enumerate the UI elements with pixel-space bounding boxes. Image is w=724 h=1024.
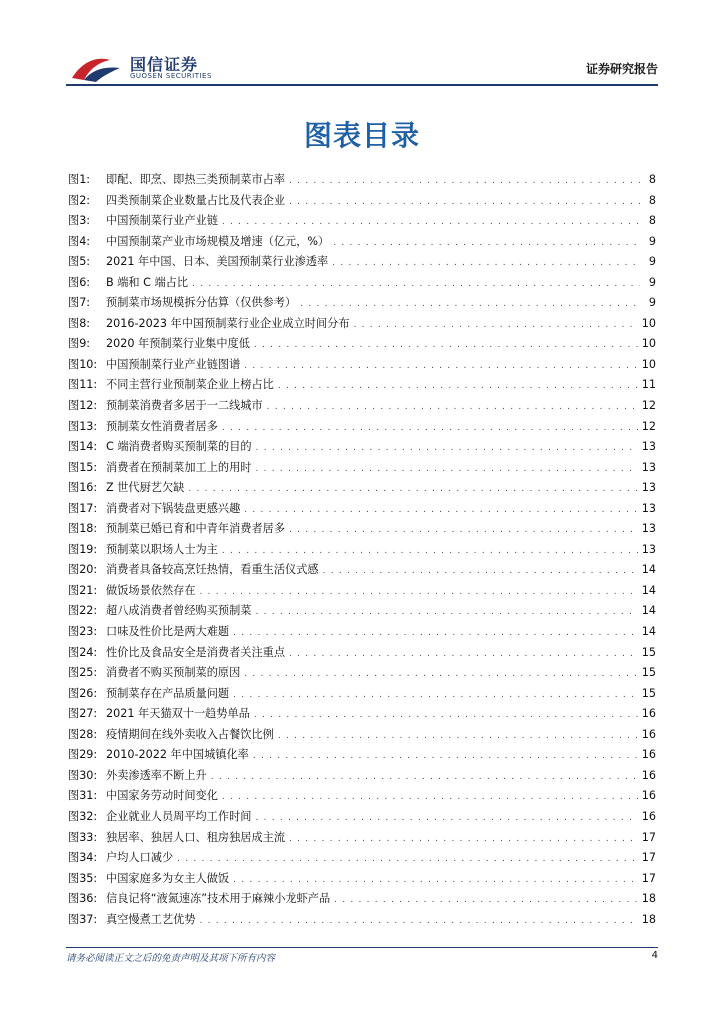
toc-entry-title: 2010-2022 年中国城镇化率: [106, 748, 249, 762]
toc-entry-label: 图27:: [68, 707, 98, 721]
toc-entry-page: 18: [641, 912, 656, 926]
toc-entry-label: 图10:: [68, 357, 98, 371]
toc-entry-page: 14: [641, 604, 656, 618]
toc-entry[interactable]: [68, 334, 656, 355]
toc-entry-title: 消费者具备较高烹饪热情，看重生活仪式感: [106, 563, 319, 577]
toc-entry[interactable]: [68, 232, 656, 253]
toc-entry-title: 疫情期间在线外卖收入占餐饮比例: [106, 727, 274, 741]
toc-dot-leader: [278, 726, 638, 747]
toc-dot-leader: [289, 829, 638, 850]
toc-entry-title: 预制菜女性消费者居多: [106, 419, 218, 433]
toc-dot-leader: [253, 746, 638, 767]
toc-entry[interactable]: [68, 396, 656, 417]
toc-dot-leader: [256, 438, 638, 459]
toc-entry-label: 图12:: [68, 399, 98, 413]
toc-entry-label: 图34:: [68, 851, 98, 865]
toc-entry-title: C 端消费者购买预制菜的目的: [106, 440, 252, 454]
toc-entry-title: Z 世代厨艺欠缺: [106, 481, 185, 495]
toc-entry-label: 图15:: [68, 460, 98, 474]
toc-dot-leader: [255, 459, 637, 480]
toc-entry-page: 12: [641, 419, 656, 433]
toc-entry-title: 预制菜以职场人士为主: [106, 542, 218, 556]
toc-entry-page: 11: [641, 378, 656, 392]
toc-entry-page: 14: [641, 583, 656, 597]
toc-entry-page: 16: [641, 748, 656, 762]
toc-entry[interactable]: [68, 355, 656, 376]
toc-entry-title: 2021 年天猫双十一趋势单品: [106, 707, 250, 721]
toc-entry-label: 图35:: [68, 871, 98, 885]
toc-entry-page: 16: [641, 707, 656, 721]
toc-dot-leader: [255, 602, 637, 623]
toc-dot-leader: [200, 582, 638, 603]
toc-entry-page: 16: [641, 789, 656, 803]
toc-entry[interactable]: [68, 910, 656, 931]
toc-entry-label: 图30:: [68, 768, 98, 782]
toc-dot-leader: [233, 623, 638, 644]
toc-entry-label: 图16:: [68, 481, 98, 495]
toc-entry-title: 即配、即烹、即热三类预制菜市占率: [106, 173, 286, 186]
page-title: 图表目录: [303, 119, 420, 152]
toc-entry-label: 图2:: [68, 193, 91, 207]
toc-entry-label: 图29:: [68, 748, 98, 762]
toc-entry-page: 10: [641, 337, 656, 351]
toc-dot-leader: [289, 644, 638, 665]
toc-dot-leader: [267, 397, 638, 418]
toc-entry-title: 2020 年预制菜行业集中度低: [106, 337, 250, 351]
toc-entry-page: 13: [641, 460, 656, 474]
figure-table-of-contents: [68, 170, 656, 930]
toc-entry-title: 口味及性价比是两大难题: [106, 625, 230, 639]
toc-entry-title: 消费者不购买预制菜的原因: [106, 666, 241, 680]
toc-dot-leader: [289, 192, 640, 213]
toc-entry-page: 13: [641, 481, 656, 495]
toc-entry-page: 14: [641, 563, 656, 577]
toc-entry-label: 图22:: [68, 604, 98, 618]
toc-dot-leader: [333, 233, 640, 254]
toc-entry[interactable]: [68, 622, 656, 643]
toc-entry-title: 做饭场景依然存在: [106, 583, 196, 597]
toc-entry-title: 真空慢煮工艺优势: [106, 912, 196, 926]
toc-dot-leader: [222, 787, 638, 808]
toc-dot-leader: [200, 911, 638, 932]
toc-entry-title: 性价比及食品安全是消费者关注重点: [106, 645, 286, 659]
toc-entry[interactable]: [68, 848, 656, 869]
toc-dot-leader: [289, 520, 638, 541]
toc-entry[interactable]: [68, 293, 656, 314]
toc-entry-title: 中国预制菜行业产业链图谱: [106, 357, 241, 371]
toc-entry-label: 图24:: [68, 645, 98, 659]
toc-entry-title: 消费者在预制菜加工上的用时: [106, 460, 252, 474]
toc-dot-leader: [244, 664, 637, 685]
toc-entry-page: 10: [641, 357, 656, 371]
toc-entry[interactable]: [68, 786, 656, 807]
toc-entry-page: 13: [641, 522, 656, 536]
toc-entry-label: 图28:: [68, 727, 98, 741]
toc-entry-page: 14: [641, 625, 656, 639]
toc-entry-page: 15: [641, 686, 656, 700]
toc-entry-page: 12: [641, 399, 656, 413]
toc-entry-label: 图4:: [68, 234, 91, 248]
toc-dot-leader: [222, 418, 638, 439]
toc-dot-leader: [244, 356, 637, 377]
toc-entry[interactable]: [68, 417, 656, 438]
toc-dot-leader: [254, 705, 638, 726]
toc-entry-page: 9: [648, 255, 656, 269]
toc-dot-leader: [244, 500, 637, 521]
toc-entry-page: 8: [648, 173, 656, 186]
toc-entry-title: 不同主营行业预制菜企业上榜占比: [106, 378, 274, 392]
toc-entry[interactable]: [68, 828, 656, 849]
toc-entry[interactable]: [68, 704, 656, 725]
toc-entry-page: 8: [648, 214, 656, 228]
toc-dot-leader: [278, 376, 638, 397]
page-number: 4: [651, 950, 658, 961]
toc-entry-title: 独居率、独居人口、租房独居成主流: [106, 830, 286, 844]
toc-dot-leader: [300, 294, 640, 315]
toc-entry-page: 8: [648, 193, 656, 207]
toc-entry[interactable]: [68, 581, 656, 602]
toc-entry[interactable]: [68, 191, 656, 212]
toc-dot-leader: [323, 561, 638, 582]
toc-entry[interactable]: [68, 458, 656, 479]
logo-chinese-name: 国信证券: [130, 55, 199, 74]
toc-entry-title: 中国家务劳动时间变化: [106, 789, 218, 803]
toc-entry-page: 17: [641, 830, 656, 844]
toc-entry[interactable]: [68, 170, 656, 191]
toc-dot-leader: [255, 808, 637, 829]
toc-dot-leader: [289, 171, 640, 192]
toc-dot-leader: [211, 767, 638, 788]
toc-entry-label: 图20:: [68, 563, 98, 577]
toc-entry-label: 图18:: [68, 522, 98, 536]
toc-entry[interactable]: [68, 643, 656, 664]
toc-entry-label: 图37:: [68, 912, 98, 926]
toc-entry[interactable]: [68, 684, 656, 705]
toc-dot-leader: [177, 849, 638, 870]
toc-dot-leader: [192, 274, 640, 295]
toc-entry-page: 18: [641, 892, 656, 906]
toc-entry-label: 图9:: [68, 337, 91, 351]
toc-entry-title: 消费者对下锅装盘更感兴趣: [106, 501, 241, 515]
toc-entry-page: 9: [648, 275, 656, 289]
toc-entry-label: 图26:: [68, 686, 98, 700]
toc-entry-page: 17: [641, 871, 656, 885]
toc-entry-label: 图8:: [68, 316, 91, 330]
toc-entry-title: 预制菜已婚已育和中青年消费者居多: [106, 522, 286, 536]
toc-entry[interactable]: [68, 807, 656, 828]
toc-entry-label: 图1:: [68, 173, 91, 186]
toc-entry-title: 2021 年中国、日本、美国预制菜行业渗透率: [106, 255, 329, 269]
toc-entry-title: 户均人口减少: [106, 851, 174, 865]
toc-entry-title: 外卖渗透率不断上升: [106, 768, 207, 782]
toc-entry[interactable]: [68, 745, 656, 766]
toc-dot-leader: [254, 335, 638, 356]
toc-dot-leader: [233, 870, 638, 891]
toc-entry[interactable]: [68, 211, 656, 232]
toc-entry-title: 企业就业人员周平均工作时间: [106, 809, 252, 823]
toc-entry[interactable]: [68, 540, 656, 561]
toc-dot-leader: [233, 685, 638, 706]
toc-entry[interactable]: [68, 869, 656, 890]
toc-entry-page: 13: [641, 440, 656, 454]
toc-entry[interactable]: [68, 437, 656, 458]
toc-entry-label: 图21:: [68, 583, 98, 597]
toc-entry[interactable]: [68, 499, 656, 520]
toc-entry-page: 15: [641, 645, 656, 659]
toc-entry-page: 16: [641, 727, 656, 741]
toc-entry-title: 预制菜存在产品质量问题: [106, 686, 230, 700]
logo-english-name: GUOSEN SECURITIES: [130, 72, 212, 80]
toc-entry-label: 图5:: [68, 255, 91, 269]
toc-entry-page: 13: [641, 542, 656, 556]
toc-entry-label: 图31:: [68, 789, 98, 803]
company-logo: [70, 52, 250, 86]
toc-entry-label: 图11:: [68, 378, 98, 392]
toc-entry-page: 9: [648, 296, 656, 310]
toc-dot-leader: [222, 541, 638, 562]
toc-dot-leader: [188, 479, 637, 500]
report-type-label: 证券研究报告: [585, 62, 658, 76]
page-header: [0, 0, 724, 90]
toc-entry-label: 图25:: [68, 666, 98, 680]
toc-dot-leader: [354, 315, 638, 336]
toc-entry-label: 图32:: [68, 809, 98, 823]
footer-disclaimer: 请务必阅读正文之后的免责声明及其项下所有内容: [66, 953, 276, 964]
toc-entry-title: 2016-2023 年中国预制菜行业企业成立时间分布: [106, 316, 350, 330]
toc-entry-label: 图19:: [68, 542, 98, 556]
toc-entry-page: 10: [641, 316, 656, 330]
toc-entry-title: 预制菜消费者多居于一二线城市: [106, 399, 263, 413]
toc-dot-leader: [222, 212, 640, 233]
toc-dot-leader: [334, 890, 638, 911]
toc-entry-title: 信良记将“液氮速冻”技术用于麻辣小龙虾产品: [106, 892, 331, 906]
toc-entry-title: 中国预制菜行业产业链: [106, 214, 218, 228]
toc-entry[interactable]: [68, 889, 656, 910]
toc-entry-label: 图3:: [68, 214, 91, 228]
guosen-logo-icon: [70, 52, 126, 84]
toc-entry[interactable]: [68, 663, 656, 684]
toc-entry[interactable]: [68, 560, 656, 581]
toc-entry-title: 中国家庭多为女主人做饭: [106, 871, 230, 885]
footer-divider: [66, 947, 658, 948]
toc-entry-page: 13: [641, 501, 656, 515]
toc-entry-page: 17: [641, 851, 656, 865]
toc-entry[interactable]: [68, 252, 656, 273]
toc-entry[interactable]: [68, 725, 656, 746]
toc-entry[interactable]: [68, 375, 656, 396]
toc-dot-leader: [332, 253, 640, 274]
toc-entry[interactable]: [68, 273, 656, 294]
toc-entry-page: 16: [641, 768, 656, 782]
toc-entry[interactable]: [68, 519, 656, 540]
toc-entry[interactable]: [68, 314, 656, 335]
toc-entry-label: 图36:: [68, 892, 98, 906]
toc-entry-title: 四类预制菜企业数量占比及代表企业: [106, 193, 286, 207]
toc-entry-label: 图7:: [68, 296, 91, 310]
toc-entry-label: 图14:: [68, 440, 98, 454]
header-divider: [66, 84, 658, 86]
toc-entry-label: 图6:: [68, 275, 91, 289]
toc-entry-page: 15: [641, 666, 656, 680]
toc-entry-label: 图13:: [68, 419, 98, 433]
toc-entry-label: 图17:: [68, 501, 98, 515]
toc-entry[interactable]: [68, 766, 656, 787]
toc-entry-title: B 端和 C 端占比: [106, 275, 189, 289]
toc-entry-title: 中国预制菜产业市场规模及增速（亿元，%）: [106, 234, 330, 248]
toc-entry-title: 预制菜市场规模拆分估算（仅供参考）: [106, 296, 297, 310]
toc-entry-title: 超八成消费者曾经购买预制菜: [106, 604, 252, 618]
toc-entry-label: 图23:: [68, 625, 98, 639]
toc-entry-label: 图33:: [68, 830, 98, 844]
toc-entry-page: 16: [641, 809, 656, 823]
toc-entry-page: 9: [648, 234, 656, 248]
toc-entry[interactable]: [68, 601, 656, 622]
toc-entry[interactable]: [68, 478, 656, 499]
